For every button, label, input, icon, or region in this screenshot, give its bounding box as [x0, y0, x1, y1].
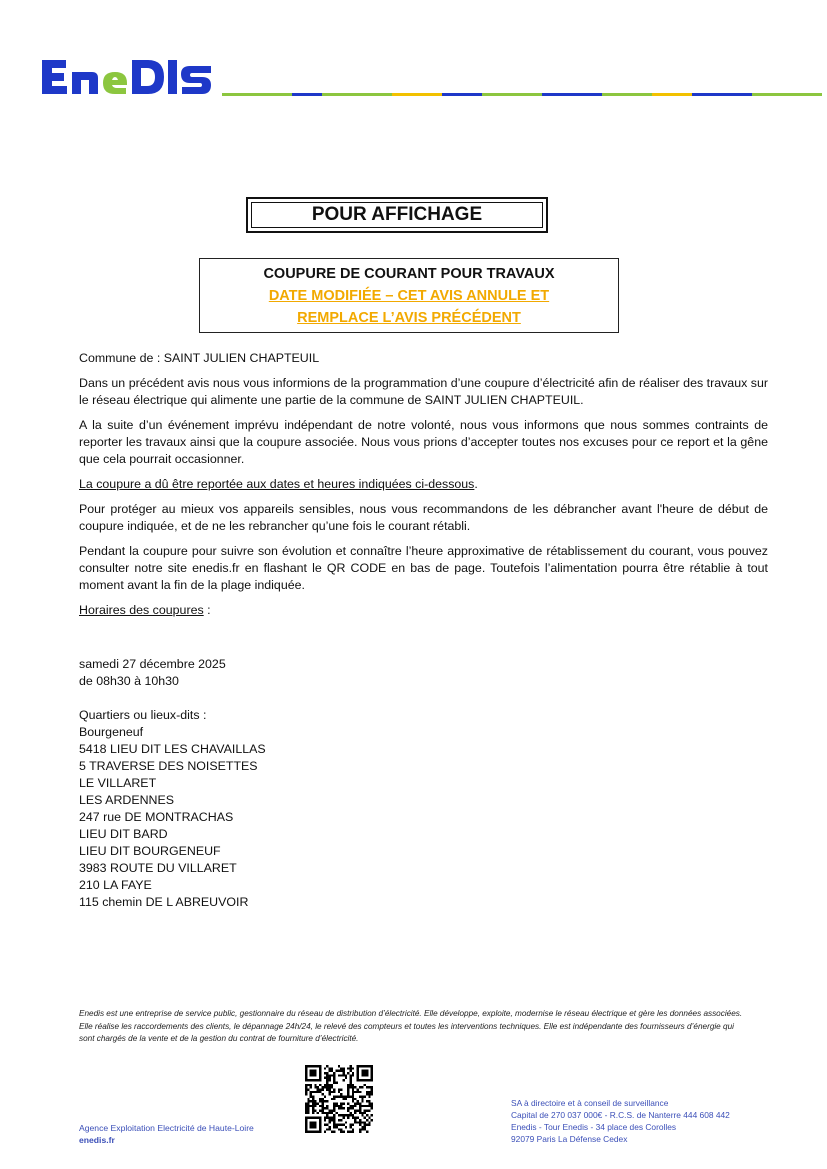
- notice-headline: COUPURE DE COURANT POUR TRAVAUX: [263, 266, 555, 282]
- notice-box: [199, 258, 619, 333]
- horaires-colon: :: [203, 603, 211, 617]
- legal-disclaimer: Enedis est une entreprise de service public, gestionnaire du réseau de distribution d’électricité. Elle développe, exploite, modernise le réseau électrique et gère les données associées. Elle réalise les raccordements des clients, le dépannage 24h/24, le relevé des compteurs et toutes les interventions techniques. Elle est indépendante des fournisseurs d’énergie qui sont chargés de la vente et de la gestion du contrat de fourniture d’électricité.: [79, 1009, 743, 1043]
- schedule: [79, 656, 226, 690]
- new-dates-period: .: [474, 477, 478, 491]
- brand-stripe: [222, 93, 822, 96]
- notice-modified-line1: DATE MODIFIÉE – CET AVIS ANNULE ET: [268, 288, 550, 304]
- paragraph-previous-notice: Dans un précédent avis nous vous informions de la programmation d’une coupure d’électricité afin de réaliser des travaux sur le réseau électrique qui alimente une partie de la commune de SAINT JULIEN CHAPTEUIL.: [79, 376, 768, 407]
- paragraph-qr-info: Pendant la coupure pour suivre son évolution et connaître l’heure approximative de rétablissement du courant, vous pouvez consulter notre site enedis.fr en flashant le QR CODE en bas de page. Toutefois l’alimentation pourra être rétablie à tout moment avant la fin de la plage indiquée.: [79, 544, 768, 592]
- enedis-logo: [40, 56, 216, 98]
- list-item: LES ARDENNES: [79, 793, 175, 807]
- notice-modified-line2: REMPLACE L’AVIS PRÉCÉDENT: [297, 310, 521, 326]
- horaires-label: Horaires des coupures: [79, 603, 204, 617]
- list-item: LE VILLARET: [79, 776, 157, 790]
- list-item: 115 chemin DE L ABREUVOIR: [79, 895, 249, 909]
- new-dates-underlined: La coupure a dû être reportée aux dates et heures indiquées ci-dessous: [79, 477, 475, 491]
- footer-company-line: Capital de 270 037 000€ - R.C.S. de Nanterre 444 608 442: [511, 1110, 730, 1120]
- list-item: LIEU DIT BARD: [79, 827, 168, 841]
- list-item: 247 rue DE MONTRACHAS: [79, 810, 234, 824]
- places-label: Quartiers ou lieux-dits :: [79, 708, 207, 722]
- body-text: [79, 350, 768, 627]
- places-list: [79, 707, 266, 911]
- paragraph-appliances: Pour protéger au mieux vos appareils sensibles, nous vous recommandons de les débrancher avant l'heure de début de coupure indiquée, et de ne les rebrancher qu’une fois le courant rétabli.: [79, 502, 768, 533]
- horaires-heading: [79, 602, 768, 619]
- footer-right: [511, 1097, 730, 1145]
- footer-agency: Agence Exploitation Electricité de Haute-Loire: [79, 1123, 254, 1133]
- paragraph-new-dates: [79, 476, 768, 493]
- footer-company-line: 92079 Paris La Défense Cedex: [511, 1134, 628, 1144]
- qr-code[interactable]: [305, 1065, 373, 1133]
- list-item: 5 TRAVERSE DES NOISETTES: [79, 759, 258, 773]
- paragraph-postponement: A la suite d’un événement imprévu indépendant de notre volonté, nous vous informons que nous sommes contraints de reporter les travaux ainsi que la coupure associée. Nous vous prions d’accepter toutes nos excuses pour ce report et la gêne que cela pourrait occasionner.: [79, 418, 768, 466]
- list-item: 210 LA FAYE: [79, 878, 152, 892]
- list-item: LIEU DIT BOURGENEUF: [79, 844, 221, 858]
- page-title: POUR AFFICHAGE: [251, 202, 543, 228]
- schedule-time: de 08h30 à 10h30: [79, 674, 179, 688]
- title-box: [246, 197, 548, 233]
- footer-site-link[interactable]: enedis.fr: [79, 1135, 115, 1145]
- footer-company-line: SA à directoire et à conseil de surveillance: [511, 1098, 669, 1108]
- footer-company-line: Enedis - Tour Enedis - 34 place des Corolles: [511, 1122, 677, 1132]
- list-item: 5418 LIEU DIT LES CHAVAILLAS: [79, 742, 266, 756]
- list-item: Bourgeneuf: [79, 725, 144, 739]
- enedis-logo-svg: [40, 56, 216, 98]
- list-item: 3983 ROUTE DU VILLARET: [79, 861, 237, 875]
- commune-line: Commune de : SAINT JULIEN CHAPTEUIL: [79, 351, 320, 365]
- footer-left: [79, 1122, 254, 1146]
- qr-code-graphic: [305, 1065, 373, 1133]
- schedule-date: samedi 27 décembre 2025: [79, 657, 226, 671]
